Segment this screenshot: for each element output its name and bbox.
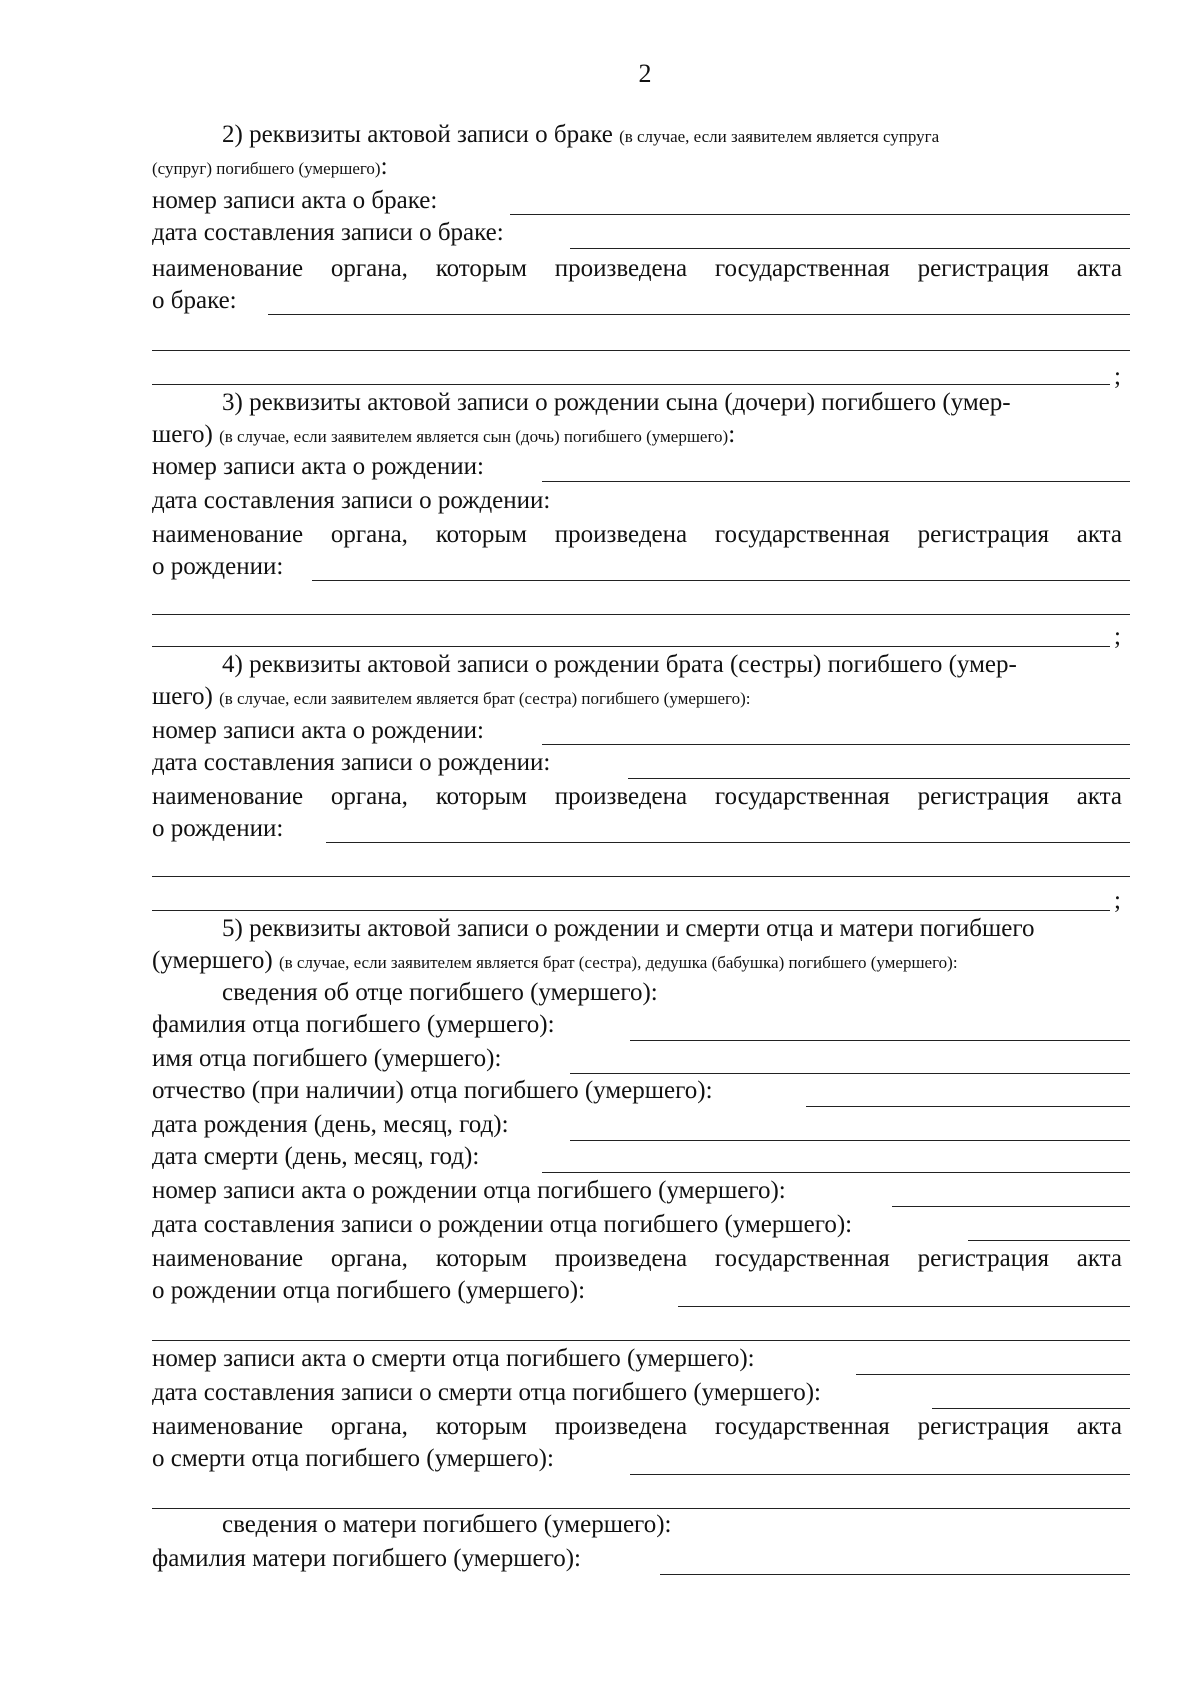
s2-number-field[interactable] bbox=[510, 214, 1130, 215]
s5-father-heading: сведения об отце погибшего (умершего): bbox=[222, 979, 658, 1006]
s3-label-org-1: наименование органа, которым произведена государственная регистрация акта bbox=[152, 521, 1122, 548]
s5-father-patronymic-field[interactable] bbox=[806, 1106, 1130, 1107]
s5-mother-heading: сведения о матери погибшего (умершего): bbox=[222, 1511, 672, 1538]
s5-label-mother-surname: фамилия матери погибшего (умершего): bbox=[152, 1545, 581, 1572]
s3-org-field-3[interactable] bbox=[152, 646, 1110, 647]
s5-birth-org-field-1[interactable] bbox=[678, 1306, 1130, 1307]
s5-birth-date-field[interactable] bbox=[570, 1140, 1130, 1141]
s5-death-date-field[interactable] bbox=[542, 1172, 1130, 1173]
s2-heading: 2) реквизиты актовой записи о браке bbox=[222, 121, 613, 148]
s3-number-field[interactable] bbox=[542, 481, 1130, 482]
s3-cont: шего) bbox=[152, 421, 213, 448]
s2-note-colon: : bbox=[380, 153, 388, 180]
s2-label-org-1: наименование органа, которым произведена государственная регистрация акта bbox=[152, 255, 1122, 282]
s3-org-field-2[interactable] bbox=[152, 614, 1130, 615]
s4-label-date: дата составления записи о рождении: bbox=[152, 749, 551, 776]
s4-heading: 4) реквизиты актовой записи о рождении брата (сестры) погибшего (умер- bbox=[222, 651, 1017, 678]
s5-label-birth-record-date: дата составления записи о рождении отца погибшего (умершего): bbox=[152, 1211, 853, 1238]
s5-label-death-org-1: наименование органа, которым произведена государственная регистрация акта bbox=[152, 1413, 1122, 1440]
s4-note: (в случае, если заявителем является брат (сестра) погибшего (умершего): bbox=[219, 689, 751, 708]
s4-label-number: номер записи акта о рождении: bbox=[152, 717, 484, 744]
s5-label-father-name: имя отца погибшего (умершего): bbox=[152, 1045, 502, 1072]
s3-label-org-2: о рождении: bbox=[152, 553, 284, 580]
s4-number-field[interactable] bbox=[542, 744, 1130, 745]
s2-note-line bbox=[152, 152, 388, 184]
s5-father-surname-field[interactable] bbox=[630, 1040, 1130, 1041]
s5-heading: 5) реквизиты актовой записи о рождении и смерти отца и матери погибшего bbox=[222, 915, 1035, 942]
page-number: 2 bbox=[638, 59, 652, 88]
s5-death-org-field-2[interactable] bbox=[152, 1508, 1130, 1509]
s4-org-field-3[interactable] bbox=[152, 910, 1110, 911]
s5-label-birth-date: дата рождения (день, месяц, год): bbox=[152, 1111, 509, 1138]
s5-label-birth-org-1: наименование органа, которым произведена государственная регистрация акта bbox=[152, 1245, 1122, 1272]
s3-heading: 3) реквизиты актовой записи о рождении сына (дочери) погибшего (умер- bbox=[222, 389, 1011, 416]
s4-date-field[interactable] bbox=[628, 778, 1130, 779]
s5-father-name-field[interactable] bbox=[570, 1073, 1130, 1074]
s5-death-record-date-field[interactable] bbox=[932, 1408, 1130, 1409]
s5-death-org-field-1[interactable] bbox=[630, 1474, 1130, 1475]
s3-colon: : bbox=[728, 421, 736, 448]
s5-label-death-date: дата смерти (день, месяц, год): bbox=[152, 1143, 480, 1170]
s5-mother-surname-field[interactable] bbox=[660, 1574, 1130, 1575]
s2-org-field-3[interactable] bbox=[152, 384, 1110, 385]
s2-label-number: номер записи акта о браке: bbox=[152, 187, 438, 214]
s4-semicolon: ; bbox=[1114, 887, 1121, 914]
s5-label-death-record-number: номер записи акта о смерти отца погибшего (умершего): bbox=[152, 1345, 755, 1372]
s3-semicolon: ; bbox=[1114, 623, 1121, 650]
s3-note-line bbox=[152, 420, 735, 452]
s2-note-b: (супруг) погибшего (умершего) bbox=[152, 159, 381, 178]
s2-label-org-2: о браке: bbox=[152, 287, 237, 314]
s5-note-line bbox=[152, 946, 958, 978]
s2-date-field[interactable] bbox=[570, 248, 1130, 249]
s3-org-field-1[interactable] bbox=[312, 580, 1130, 581]
s2-semicolon: ; bbox=[1114, 363, 1121, 390]
s5-label-birth-org-2: о рождении отца погибшего (умершего): bbox=[152, 1277, 586, 1304]
s5-label-father-surname: фамилия отца погибшего (умершего): bbox=[152, 1011, 555, 1038]
s5-birth-record-number-field[interactable] bbox=[892, 1206, 1130, 1207]
s5-birth-record-date-field[interactable] bbox=[968, 1240, 1130, 1241]
s4-cont: шего) bbox=[152, 683, 213, 710]
s2-note-a: (в случае, если заявителем является супруга bbox=[619, 127, 940, 146]
s4-note-line bbox=[152, 682, 750, 714]
s5-label-father-patronymic: отчество (при наличии) отца погибшего (умершего): bbox=[152, 1077, 713, 1104]
s2-label-date: дата составления записи о браке: bbox=[152, 219, 504, 246]
s2-org-field-2[interactable] bbox=[152, 350, 1130, 351]
s3-label-number: номер записи акта о рождении: bbox=[152, 453, 484, 480]
s5-note: (в случае, если заявителем является брат (сестра), дедушка (бабушка) погибшего (умершего): bbox=[278, 953, 958, 972]
s4-org-field-1[interactable] bbox=[326, 842, 1130, 843]
s3-label-date: дата составления записи о рождении: bbox=[152, 487, 551, 514]
s5-label-death-org-2: о смерти отца погибшего (умершего): bbox=[152, 1445, 554, 1472]
s5-cont: (умершего) bbox=[152, 947, 273, 974]
s4-label-org-2: о рождении: bbox=[152, 815, 284, 842]
s5-death-record-number-field[interactable] bbox=[856, 1374, 1130, 1375]
s4-org-field-2[interactable] bbox=[152, 876, 1130, 877]
s2-heading-line bbox=[222, 120, 939, 152]
s2-org-field-1[interactable] bbox=[268, 314, 1130, 315]
s5-birth-org-field-2[interactable] bbox=[152, 1340, 1130, 1341]
s3-note: (в случае, если заявителем является сын (дочь) погибшего (умершего) bbox=[219, 427, 729, 446]
s5-label-birth-record-number: номер записи акта о рождении отца погибшего (умершего): bbox=[152, 1177, 786, 1204]
s5-label-death-record-date: дата составления записи о смерти отца погибшего (умершего): bbox=[152, 1379, 821, 1406]
s4-label-org-1: наименование органа, которым произведена государственная регистрация акта bbox=[152, 783, 1122, 810]
